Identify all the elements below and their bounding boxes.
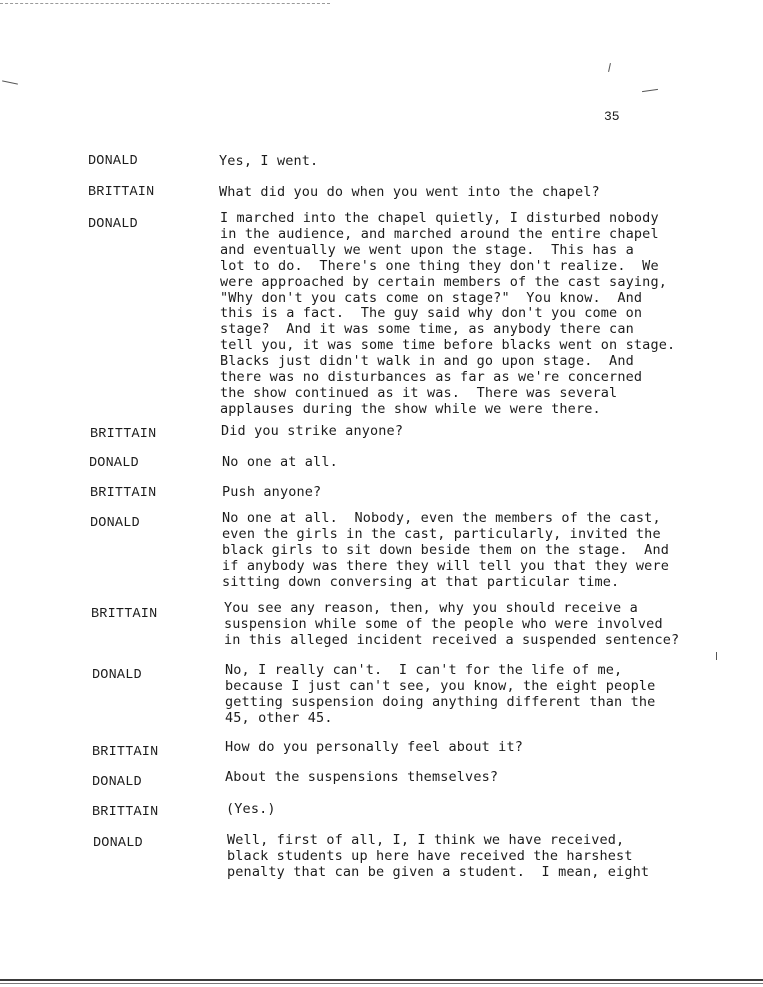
speech-text: What did you do when you went into the chapel? <box>219 184 600 200</box>
speech-text: You see any reason, then, why you should receive a suspension while some of the people who were involved in this alleged incident received a suspended sentence? <box>224 600 680 648</box>
speaker-label: DONALD <box>93 836 143 851</box>
speech-text: No one at all. Nobody, even the members of the cast, even the girls in the cast, particularly, invited the black girls to sit down beside them on the stage. And if anybody was there they will tell you that they were sitting down conversing at that particular time. <box>222 510 669 590</box>
speech-text: No one at all. <box>222 454 338 470</box>
speaker-label: DONALD <box>92 775 142 790</box>
speech-text: Push anyone? <box>222 484 322 500</box>
scan-mark <box>642 89 658 92</box>
speaker-label: BRITTAIN <box>90 486 157 501</box>
scan-mark <box>2 80 18 84</box>
scan-mark <box>608 63 611 72</box>
speech-text: (Yes.) <box>226 801 276 817</box>
bottom-page-edge <box>0 979 763 981</box>
speaker-label: DONALD <box>88 217 138 232</box>
speaker-label: BRITTAIN <box>91 607 158 622</box>
speaker-label: BRITTAIN <box>92 805 159 820</box>
scan-mark <box>716 652 717 660</box>
speech-text: Yes, I went. <box>219 153 319 169</box>
speech-text: How do you personally feel about it? <box>225 739 523 755</box>
bottom-page-edge-shadow <box>0 983 763 984</box>
speaker-label: DONALD <box>88 154 138 169</box>
speaker-label: BRITTAIN <box>90 427 157 442</box>
speech-text: No, I really can't. I can't for the life of me, because I just can't see, you know, the eight people getting suspension doing anything different than the 45, other 45. <box>225 662 656 726</box>
top-dashed-edge <box>0 3 330 4</box>
speaker-label: BRITTAIN <box>92 745 159 760</box>
page-number: 35 <box>604 109 620 124</box>
speaker-label: DONALD <box>92 668 142 683</box>
speaker-label: DONALD <box>90 516 140 531</box>
speech-text: Did you strike anyone? <box>221 423 404 439</box>
speaker-label: BRITTAIN <box>88 185 155 200</box>
speech-text: About the suspensions themselves? <box>225 769 499 785</box>
speech-text: I marched into the chapel quietly, I disturbed nobody in the audience, and marched around the entire chapel and eventually we went upon the stage. This has a lot to do. There's one thing they don't realize. We were approached by certain members of the cast saying, "Why don't you cats come on stage?" You know. And this is a fact. The guy said why don't you come on stage? And it was some time, as anybody there can tell you, it was some time before blacks went on stage. Blacks just didn't walk in and go upon stage. And there was no disturbances as far as we're concerned the show continued as it was. There was several applauses during the show while we were there. <box>220 210 676 417</box>
speaker-label: DONALD <box>89 456 139 471</box>
speech-text: Well, first of all, I, I think we have received, black students up here have received the harshest penalty that can be given a student. I mean, eight <box>227 832 650 880</box>
